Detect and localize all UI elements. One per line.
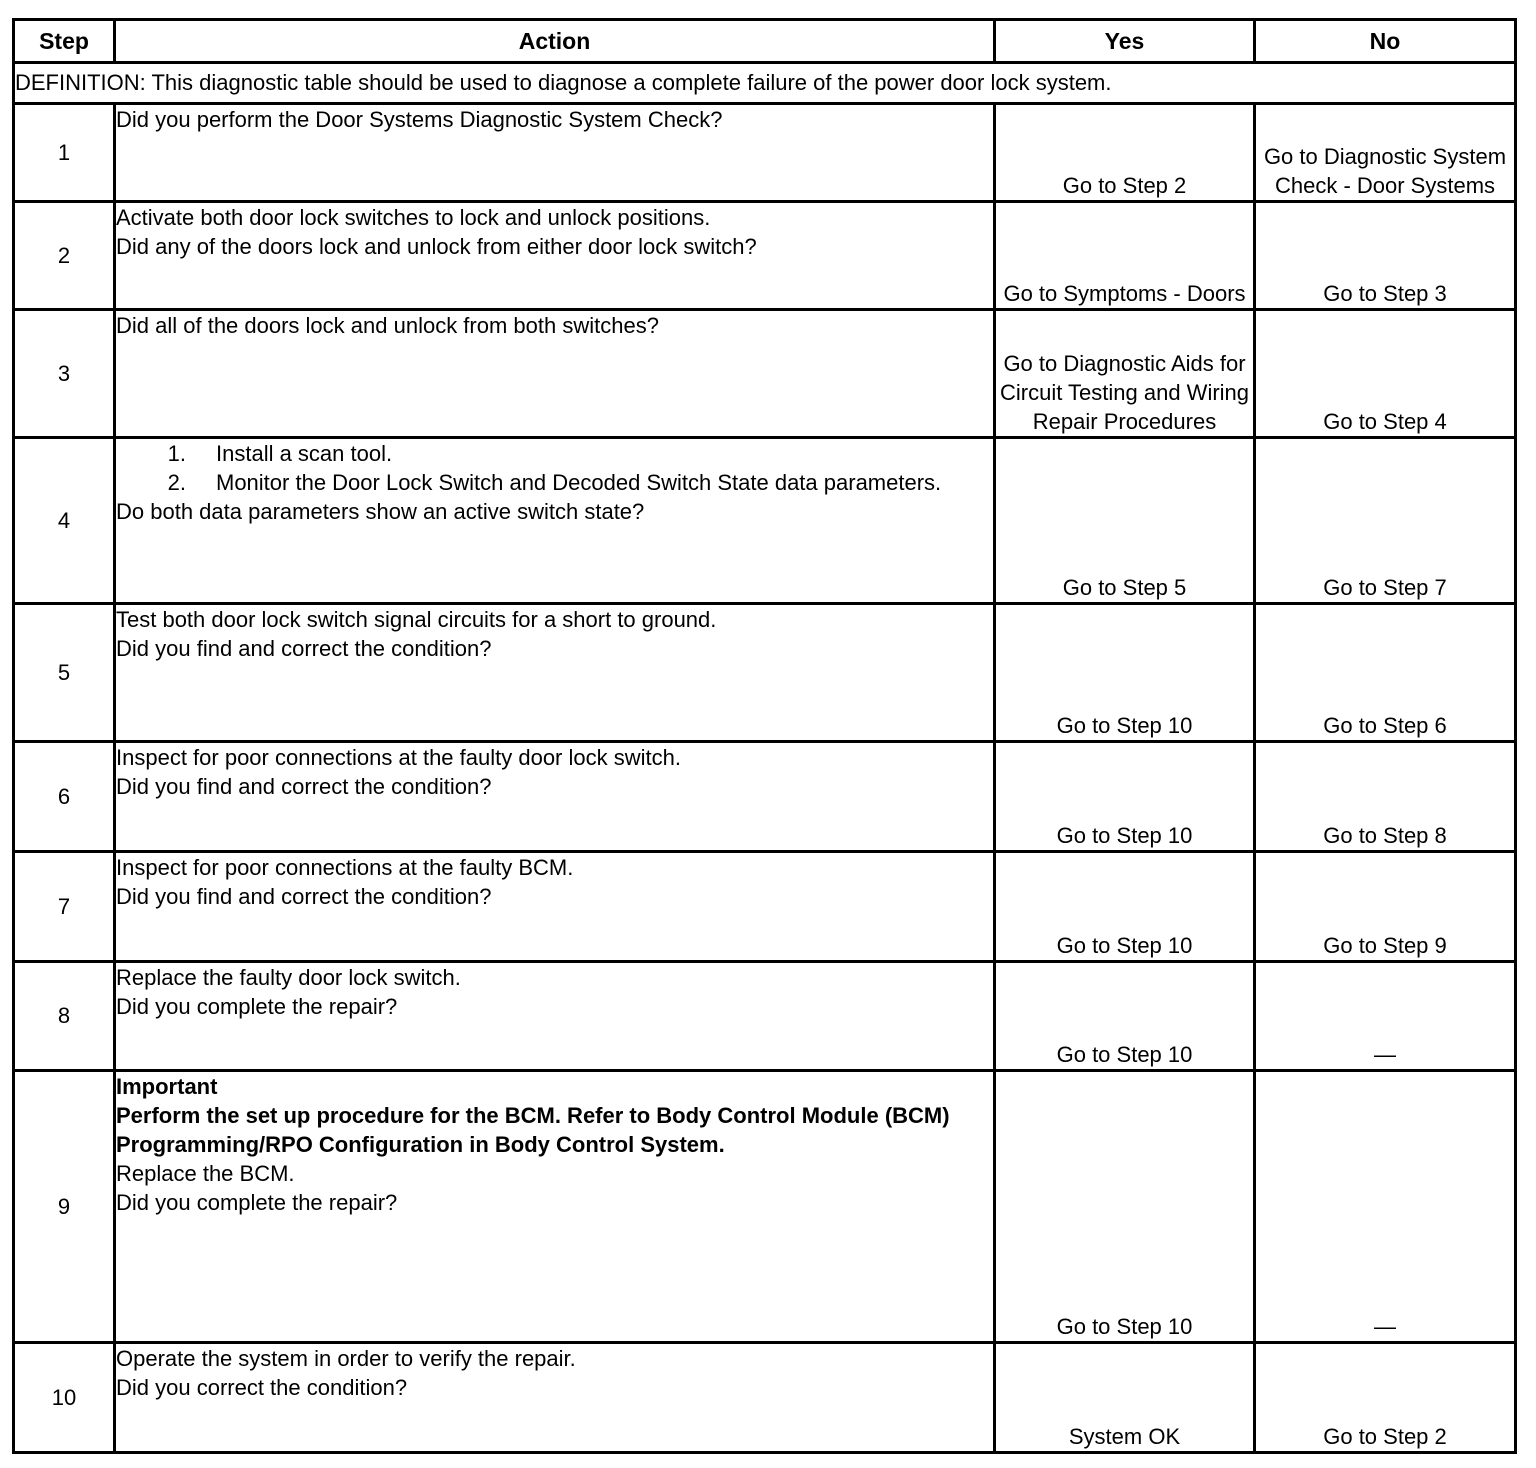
action-cell: [115, 310, 995, 438]
step-number: 5: [14, 604, 115, 742]
yes-cell: Go to Step 5: [995, 438, 1255, 604]
action-question: Do both data parameters show an active switch state?: [116, 499, 645, 524]
step-number: 8: [14, 962, 115, 1071]
action-cell: [115, 438, 995, 604]
yes-cell: Go to Step 10: [995, 604, 1255, 742]
table-row: [14, 852, 1516, 962]
action-instruction: Activate both door lock switches to lock and unlock positions.: [116, 205, 711, 230]
step-number: 4: [14, 438, 115, 604]
yes-cell: Go to Step 10: [995, 962, 1255, 1071]
yes-cell: Go to Diagnostic Aids for Circuit Testing and Wiring Repair Procedures: [995, 310, 1255, 438]
no-cell: Go to Step 6: [1255, 604, 1516, 742]
yes-cell: Go to Step 10: [995, 742, 1255, 852]
action-question: Did you correct the condition?: [116, 1375, 408, 1400]
action-question: Did you complete the repair?: [116, 1190, 398, 1215]
list-text: Monitor the Door Lock Switch and Decoded Switch State data parameters.: [216, 470, 942, 495]
action-cell: [115, 1343, 995, 1453]
header-no: No: [1255, 20, 1516, 63]
step-number: 1: [14, 104, 115, 202]
definition-row: [14, 63, 1516, 104]
list-number: 2.: [167, 470, 186, 495]
action-cell: [115, 604, 995, 742]
table-row: [14, 202, 1516, 310]
step-number: 9: [14, 1071, 115, 1343]
table-row: [14, 438, 1516, 604]
action-cell: [115, 202, 995, 310]
action-question: Did you find and correct the condition?: [116, 636, 492, 661]
action-instruction: Inspect for poor connections at the faulty door lock switch.: [116, 745, 681, 770]
action-question: Did you find and correct the condition?: [116, 884, 492, 909]
table-row: [14, 1071, 1516, 1343]
table-row: [14, 1343, 1516, 1453]
step-number: 3: [14, 310, 115, 438]
action-cell: [115, 742, 995, 852]
yes-cell: Go to Step 2: [995, 104, 1255, 202]
header-row: [14, 20, 1516, 63]
table-row: [14, 742, 1516, 852]
action-cell: [115, 1071, 995, 1343]
action-instruction: Replace the faulty door lock switch.: [116, 965, 461, 990]
action-question: Did you perform the Door Systems Diagnostic System Check?: [116, 107, 723, 132]
yes-cell: Go to Symptoms - Doors: [995, 202, 1255, 310]
action-question: Did any of the doors lock and unlock from either door lock switch?: [116, 234, 757, 259]
list-item: [116, 439, 993, 468]
list-text: Install a scan tool.: [216, 441, 393, 466]
step-number: 7: [14, 852, 115, 962]
yes-cell: Go to Step 10: [995, 1071, 1255, 1343]
no-cell: Go to Step 3: [1255, 202, 1516, 310]
action-cell: [115, 852, 995, 962]
action-question: Did you complete the repair?: [116, 994, 398, 1019]
no-cell: —: [1255, 962, 1516, 1071]
table-row: [14, 310, 1516, 438]
yes-cell: Go to Step 10: [995, 852, 1255, 962]
no-cell: Go to Step 2: [1255, 1343, 1516, 1453]
no-cell: Go to Step 8: [1255, 742, 1516, 852]
no-cell: Go to Step 9: [1255, 852, 1516, 962]
step-number: 6: [14, 742, 115, 852]
yes-cell: System OK: [995, 1343, 1255, 1453]
header-yes: Yes: [995, 20, 1255, 63]
list-number: 1.: [167, 441, 186, 466]
header-step: Step: [14, 20, 115, 63]
action-instruction: Operate the system in order to verify the repair.: [116, 1346, 576, 1371]
table-row: [14, 604, 1516, 742]
action-cell: [115, 104, 995, 202]
step-number: 2: [14, 202, 115, 310]
no-cell: Go to Step 7: [1255, 438, 1516, 604]
instruction-list: [116, 439, 993, 497]
header-action: Action: [115, 20, 995, 63]
action-cell: [115, 962, 995, 1071]
table-row: [14, 104, 1516, 202]
action-instruction: Inspect for poor connections at the faulty BCM.: [116, 855, 574, 880]
important-note: Perform the set up procedure for the BCM. Refer to Body Control Module (BCM) Programming/RPO Configuration in Body Control System.: [116, 1103, 950, 1157]
diagnostic-table: [12, 18, 1517, 1454]
step-number: 10: [14, 1343, 115, 1453]
definition-text: DEFINITION: This diagnostic table should be used to diagnose a complete failure of the power door lock system.: [14, 63, 1516, 104]
action-instruction: Replace the BCM.: [116, 1161, 295, 1186]
no-cell: Go to Diagnostic System Check - Door Systems: [1255, 104, 1516, 202]
no-cell: Go to Step 4: [1255, 310, 1516, 438]
no-cell: —: [1255, 1071, 1516, 1343]
action-question: Did all of the doors lock and unlock from both switches?: [116, 313, 659, 338]
action-question: Did you find and correct the condition?: [116, 774, 492, 799]
table-row: [14, 962, 1516, 1071]
list-item: [116, 468, 993, 497]
action-instruction: Test both door lock switch signal circuits for a short to ground.: [116, 607, 717, 632]
important-heading: Important: [116, 1074, 218, 1099]
